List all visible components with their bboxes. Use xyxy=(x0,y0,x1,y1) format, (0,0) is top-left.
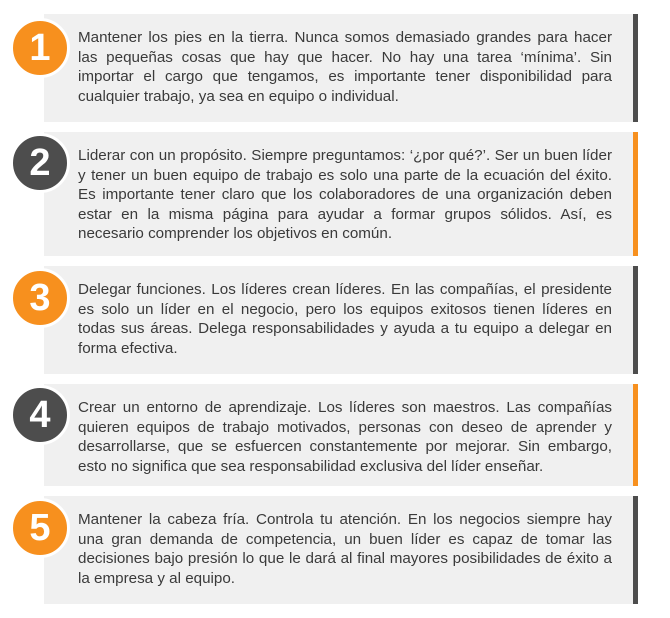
item-5-accent-bar xyxy=(633,496,638,604)
list-item-3 xyxy=(44,266,638,374)
list-item-1 xyxy=(44,14,638,122)
item-3-text: Delegar funciones. Los líderes crean líderes. En las compañías, el presidente es solo un líder en el negocio, pero los equipos exitosos tienen líderes en todas sus áreas. Delega responsabilidades y ayuda a tu equipo a delegar en forma efectiva. xyxy=(78,281,612,357)
item-2-accent-bar xyxy=(633,132,638,256)
item-4-number-badge: 4 xyxy=(10,385,70,445)
item-1-text: Mantener los pies en la tierra. Nunca somos demasiado grandes para hacer las pequeñas cosas que hay que hacer. No hay una tarea ‘mínima’. Sin importar el cargo que tengamos, es importante tener disponibilidad para cualquier trabajo, ya sea en equipo o individual. xyxy=(78,29,612,105)
list-item-2 xyxy=(44,132,638,256)
item-2-number-badge: 2 xyxy=(10,133,70,193)
item-1-accent-bar xyxy=(633,14,638,122)
item-4-accent-bar xyxy=(633,384,638,486)
list-item-5 xyxy=(44,496,638,604)
item-3-accent-bar xyxy=(633,266,638,374)
list-item-4 xyxy=(44,384,638,486)
item-4-text: Crear un entorno de aprendizaje. Los líderes son maestros. Las compañías quieren equipos de trabajo motivados, personas con deseo de aprender y desarrollarse, que se esfuercen constantemente por mejorar. Sin embargo, esto no significa que sea responsabilidad exclusiva del líder enseñar. xyxy=(78,399,612,475)
item-2-text: Liderar con un propósito. Siempre preguntamos: ‘¿por qué?’. Ser un buen líder y tener un buen equipo de trabajo es solo una parte de la ecuación del éxito. Es importante tener claro que los colaboradores de una organización deben estar en la misma página para ayudar a formar grupos sólidos. Así, es necesario comprender los objetivos en común. xyxy=(78,147,612,243)
item-3-number-badge: 3 xyxy=(10,268,70,328)
item-5-text: Mantener la cabeza fría. Controla tu atención. En los negocios siempre hay una gran demanda de competencia, un buen líder es capaz de tomar las decisiones bajo presión lo que le dará al final mayores posibilidades de éxito a la empresa y al equipo. xyxy=(78,511,612,587)
item-1-number-badge: 1 xyxy=(10,18,70,78)
item-5-number-badge: 5 xyxy=(10,498,70,558)
